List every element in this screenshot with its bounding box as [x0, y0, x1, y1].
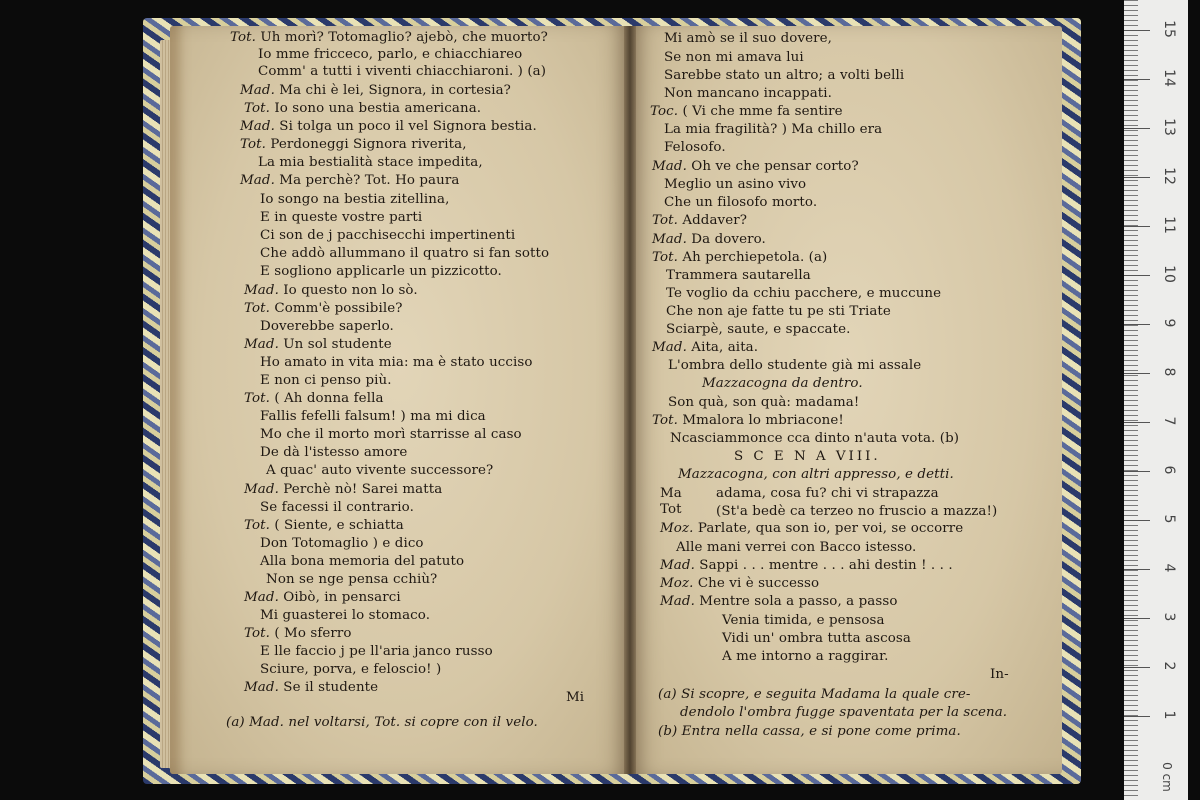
- ruler-number: 14: [1161, 69, 1177, 87]
- ruler-cm-tick: [1124, 373, 1150, 374]
- ruler-cm-tick: [1124, 226, 1150, 227]
- right-page-text-line: Mazzacogna, con altri appresso, e detti.: [678, 467, 954, 482]
- right-page-text-line: Tot. Addaver?: [652, 213, 748, 228]
- right-page-text-line: Son quà, son quà: madama!: [668, 395, 860, 410]
- ruler-cm-tick: [1124, 177, 1150, 178]
- right-page: [630, 26, 1062, 774]
- ruler-cm-tick: [1124, 618, 1150, 619]
- right-page-text-line: Ncasciammonce cca dinto n'auta vota. (b): [670, 431, 960, 446]
- ruler-cm-tick: [1124, 128, 1150, 129]
- ruler-number: 8: [1161, 367, 1177, 377]
- right-page-text-line: Mazzacogna da dentro.: [702, 376, 863, 391]
- ruler-number: 3: [1161, 612, 1177, 622]
- measuring-ruler: [1124, 0, 1188, 800]
- ruler-number: 9: [1161, 318, 1177, 328]
- left-page-text-line: Mad. Se il studente: [244, 680, 379, 695]
- left-page-text-line: Non se nge pensa cchiù?: [266, 572, 438, 587]
- ruler-number: 4: [1161, 563, 1177, 573]
- right-page-text-line: In-: [990, 667, 1009, 682]
- left-page-text-line: E in queste vostre parti: [260, 210, 423, 225]
- left-page-text-line: A quac' auto vivente successore?: [266, 463, 494, 478]
- right-page-text-line: dendolo l'ombra fugge spaventata per la scena.: [680, 705, 1008, 720]
- right-page-text-line: A me intorno a raggirar.: [722, 649, 889, 664]
- right-page-text-line: Che un filosofo morto.: [664, 195, 818, 210]
- ruler-number: 2: [1161, 661, 1177, 671]
- left-page-text-line: Mad. Perchè nò! Sarei matta: [244, 482, 443, 497]
- left-page-text-line: Ci son de j pacchisecchi impertinenti: [260, 228, 516, 243]
- right-page-text-line: Felosofo.: [664, 140, 726, 155]
- left-page-text-line: Io songo na bestia zitellina,: [260, 192, 450, 207]
- left-page-text-line: Fallis fefelli falsum! ) ma mi dica: [260, 409, 486, 424]
- ruler-number: 15: [1161, 20, 1177, 38]
- ruler-number: 1: [1161, 710, 1177, 720]
- right-page-text-line: Mad. Aita, aita.: [652, 340, 759, 355]
- left-page-text-line: Don Totomaglio ) e dico: [260, 536, 424, 551]
- left-page-text-line: Ho amato in vita mia: ma è stato ucciso: [260, 355, 533, 370]
- right-page-text-line: Mad. Oh ve che pensar corto?: [652, 159, 859, 174]
- left-page-text-line: Io mme fricceco, parlo, e chiacchiareo: [258, 47, 523, 62]
- right-page-text-line: Ma: [660, 486, 682, 501]
- ruler-number: 6: [1161, 465, 1177, 475]
- left-page-text-line: E non ci penso più.: [260, 373, 392, 388]
- right-page-text-line: Tot. Mmalora lo mbriacone!: [652, 413, 844, 428]
- right-page-text-line: adama, cosa fu? chi vi strapazza: [716, 486, 939, 501]
- left-page-text-line: Mad. Si tolga un poco il vel Signora bestia.: [240, 119, 537, 134]
- left-page: [170, 26, 630, 774]
- right-page-text-line: S C E N A VIII.: [734, 449, 881, 464]
- left-page-text-line: Sciure, porva, e feloscio! ): [260, 662, 442, 677]
- ruler-number: 5: [1161, 514, 1177, 524]
- ruler-number: 7: [1161, 416, 1177, 426]
- right-page-text-line: Alle mani verrei con Bacco istesso.: [676, 540, 917, 555]
- left-page-text-line: Comm' a tutti i viventi chiacchiaroni. ) (a): [258, 64, 547, 79]
- left-page-text-line: La mia bestialità stace impedita,: [258, 155, 483, 170]
- right-page-text-line: Trammera sautarella: [666, 268, 811, 283]
- right-page-text-line: Mi amò se il suo dovere,: [664, 31, 833, 46]
- right-page-text-line: Tot. Ah perchiepetola. (a): [652, 250, 828, 265]
- ruler-cm-tick: [1124, 30, 1150, 31]
- left-page-text-line: De dà l'istesso amore: [260, 445, 408, 460]
- ruler-cm-tick: [1124, 275, 1150, 276]
- ruler-number: 10: [1161, 265, 1177, 283]
- right-page-text-line: Mad. Da dovero.: [652, 232, 766, 247]
- right-page-text-line: Te voglio da cchiu pacchere, e muccune: [666, 286, 942, 301]
- right-page-text-line: La mia fragilità? ) Ma chillo era: [664, 122, 883, 137]
- left-page-text-line: Mo che il morto morì starrisse al caso: [260, 427, 522, 442]
- right-page-text-line: Meglio un asino vivo: [664, 177, 807, 192]
- book-gutter: [624, 26, 636, 774]
- ruler-number: 13: [1161, 118, 1177, 136]
- ruler-number: 12: [1161, 167, 1177, 185]
- left-page-text-line: Tot. ( Siente, e schiatta: [244, 518, 404, 533]
- ruler-cm-tick: [1124, 667, 1150, 668]
- ruler-unit: 0 cm: [1159, 762, 1174, 792]
- left-page-text-line: E sogliono applicarle un pizzicotto.: [260, 264, 502, 279]
- right-page-text-line: L'ombra dello studente già mi assale: [668, 358, 922, 373]
- ruler-cm-tick: [1124, 422, 1150, 423]
- left-page-text-line: Mad. Oibò, in pensarci: [244, 590, 401, 605]
- right-page-text-line: Toc. ( Vi che mme fa sentire: [650, 104, 843, 119]
- left-page-text-line: Tot. Perdoneggi Signora riverita,: [240, 137, 467, 152]
- right-page-text-line: Moz. Che vi è successo: [660, 576, 820, 591]
- ruler-number: 11: [1161, 216, 1177, 234]
- right-page-text-line: (a) Si scopre, e seguita Madama la quale cre-: [658, 687, 971, 702]
- right-page-text-line: Non mancano incappati.: [664, 86, 833, 101]
- right-page-text-line: (b) Entra nella cassa, e si pone come prima.: [658, 724, 961, 739]
- ruler-cm-tick: [1124, 471, 1150, 472]
- left-page-text-line: E lle faccio j pe ll'aria janco russo: [260, 644, 493, 659]
- right-page-text-line: Sciarpè, saute, e spaccate.: [666, 322, 851, 337]
- left-page-text-line: Mi: [566, 690, 585, 705]
- left-page-text-line: Doverebbe saperlo.: [260, 319, 394, 334]
- left-page-text-line: Tot. ( Ah donna fella: [244, 391, 384, 406]
- left-page-text-line: Mad. Ma perchè? Tot. Ho paura: [240, 173, 460, 188]
- left-page-text-line: Tot. ( Mo sferro: [244, 626, 352, 641]
- right-page-text-line: (St'a bedè ca terzeo no fruscio a mazza!): [716, 504, 998, 519]
- right-page-text-line: Che non aje fatte tu pe sti Triate: [666, 304, 891, 319]
- right-page-text-line: Venia timida, e pensosa: [722, 613, 885, 628]
- ruler-cm-tick: [1124, 79, 1150, 80]
- left-page-text-line: (a) Mad. nel voltarsi, Tot. si copre con il velo.: [226, 715, 538, 730]
- left-page-text-line: Mad. Ma chi è lei, Signora, in cortesia?: [240, 83, 511, 98]
- right-page-text-line: Sarebbe stato un altro; a volti belli: [664, 68, 905, 83]
- right-page-text-line: Se non mi amava lui: [664, 50, 804, 65]
- left-page-text-line: Mi guasterei lo stomaco.: [260, 608, 431, 623]
- left-page-text-line: Che addò allummano il quatro si fan sotto: [260, 246, 550, 261]
- ruler-cm-tick: [1124, 324, 1150, 325]
- left-page-text-line: Tot. Comm'è possibile?: [244, 301, 403, 316]
- right-page-text-line: Mad. Sappi . . . mentre . . . ahi destin ! . . .: [660, 558, 953, 573]
- left-page-text-line: Mad. Un sol studente: [244, 337, 392, 352]
- ruler-cm-tick: [1124, 569, 1150, 570]
- ruler-cm-tick: [1124, 716, 1150, 717]
- left-page-text-line: Se facessi il contrario.: [260, 500, 414, 515]
- right-page-text-line: Vidi un' ombra tutta ascosa: [722, 631, 911, 646]
- left-page-text-line: Tot. Io sono una bestia americana.: [244, 101, 482, 116]
- ruler-cm-tick: [1124, 520, 1150, 521]
- left-page-text-line: Tot. Uh morì? Totomaglio? ajebò, che muorto?: [230, 30, 548, 45]
- right-page-text-line: Tot: [660, 502, 682, 517]
- left-page-text-line: Alla bona memoria del patuto: [260, 554, 465, 569]
- right-page-text-line: Moz. Parlate, qua son io, per voi, se occorre: [660, 521, 964, 536]
- right-page-text-line: Mad. Mentre sola a passo, a passo: [660, 594, 898, 609]
- left-page-text-line: Mad. Io questo non lo sò.: [244, 283, 418, 298]
